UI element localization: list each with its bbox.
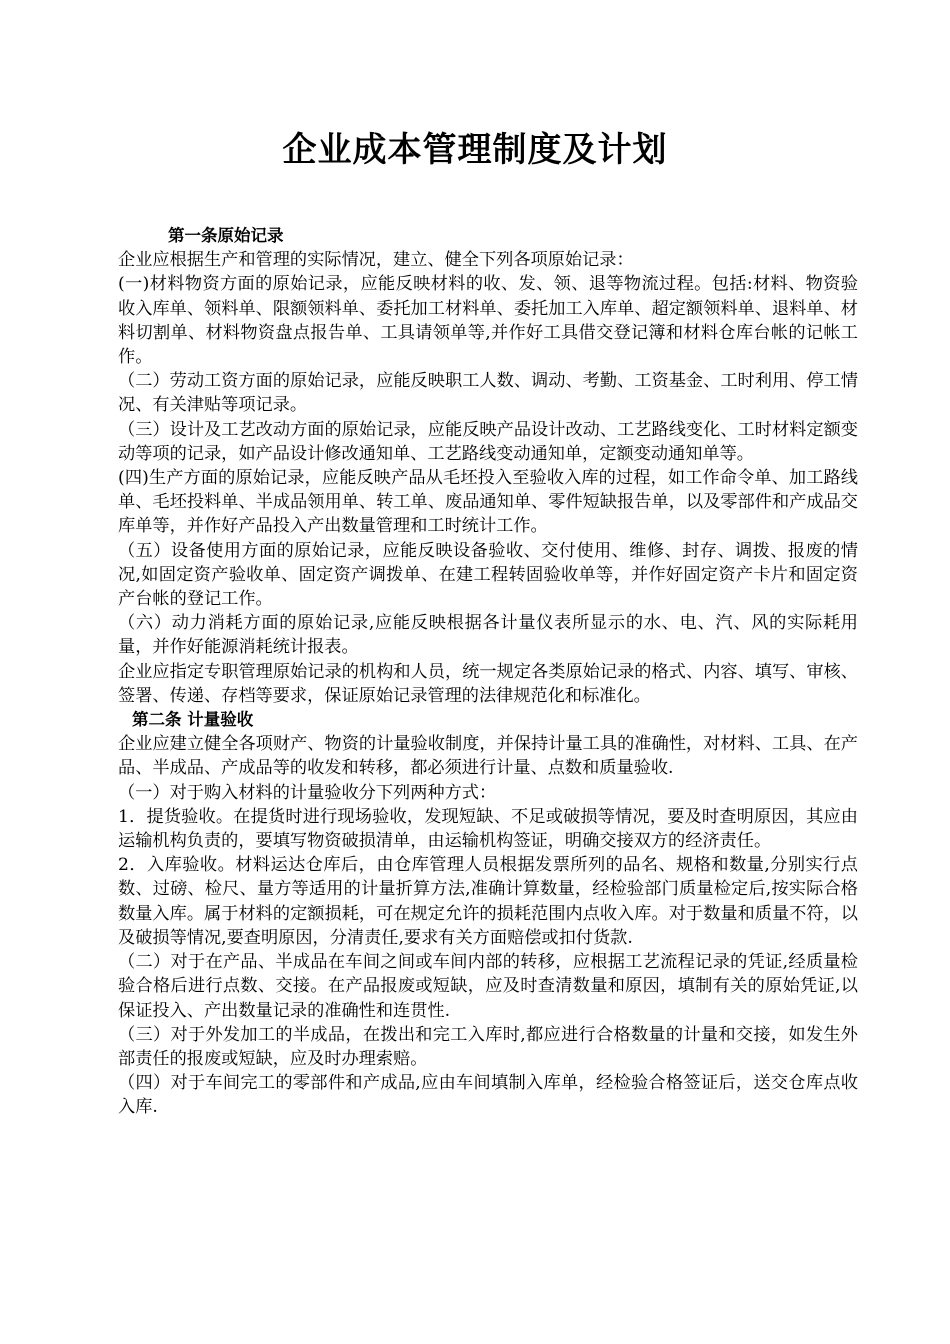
- section-2-intro: 企业应建立健全各项财产、物资的计量验收制度，并保持计量工具的准确性，对材料、工具、在产品、半成品、产成品等的收发和转移，都必须进行计量、点数和质量验收.: [118, 734, 858, 779]
- section-1-item-5: （五）设备使用方面的原始记录，应能反映设备验收、交付使用、维修、封存、调拨、报废的情况,如固定资产验收单、固定资产调拨单、在建工程转固验收单等，并作好固定资产卡片和固定资产台帐的登记工作。: [118, 540, 858, 610]
- section-2-item-4: （二）对于在产品、半成品在车间之间或车间内部的转移，应根据工艺流程记录的凭证,经质量检验合格后进行点数、交接。在产品报废或短缺，应及时查清数量和原因，填制有关的原始凭证,以保证投入、产出数量记录的准确性和连贯性.: [118, 952, 858, 1021]
- section-2-heading: 第二条 计量验收: [132, 710, 254, 730]
- section-2-item-6: （四）对于车间完工的零部件和产成品,应由车间填制入库单，经检验合格签证后，送交仓库点收入库.: [118, 1073, 858, 1118]
- section-2-item-5: （三）对于外发加工的半成品，在拨出和完工入库时,都应进行合格数量的计量和交接，如发生外部责任的报废或短缺，应及时办理索赔。: [118, 1024, 858, 1069]
- section-1-item-4: (四)生产方面的原始记录，应能反映产品从毛坯投入至验收入库的过程，如工作命令单、加工路线单、毛坯投料单、半成品领用单、转工单、废品通知单、零件短缺报告单，以及零部件和产成品交库单等，并作好产品投入产出数量管理和工时统计工作。: [118, 468, 858, 537]
- section-1-closing: 企业应指定专职管理原始记录的机构和人员，统一规定各类原始记录的格式、内容、填写、审核、签署、传递、存档等要求，保证原始记录管理的法律规范化和标准化。: [118, 661, 858, 706]
- section-1-item-1: (一)材料物资方面的原始记录，应能反映材料的收、发、领、退等物流过程。包括:材料、物资验收入库单、领料单、限额领料单、委托加工材料单、委托加工入库单、超定额领料单、退料单、材料切割单、材料物资盘点报告单、工具请领单等,并作好工具借交登记簿和材料仓库台帐的记帐工作。: [118, 274, 858, 368]
- section-1-item-3: （三）设计及工艺改动方面的原始记录，应能反映产品设计改动、工艺路线变化、工时材料定额变动等项的记录，如产品设计修改通知单、工艺路线变动通知单，定额变动通知单等。: [118, 419, 858, 464]
- document-body: [118, 224, 858, 1120]
- section-2-item-1: （一）对于购入材料的计量验收分下列两种方式：: [118, 782, 497, 803]
- section-1-heading: 第一条原始记录: [168, 226, 284, 245]
- section-1-item-2: （二）劳动工资方面的原始记录，应能反映职工人数、调动、考勤、工资基金、工时利用、停工情况、有关津贴等项记录。: [118, 371, 858, 416]
- section-1-intro: 企业应根据生产和管理的实际情况，建立、健全下列各项原始记录：: [118, 250, 634, 271]
- document-title: 企业成本管理制度及计划: [282, 130, 668, 170]
- section-2-item-2: 1．提货验收。在提货时进行现场验收，发现短缺、不足或破损等情况，要及时查明原因，其应由运输机构负责的，要填写物资破损清单，由运输机构签证，明确交接双方的经济责任。: [118, 806, 858, 852]
- section-1-item-6: （六）动力消耗方面的原始记录,应能反映根据各计量仪表所显示的水、电、汽、风的实际耗用量，并作好能源消耗统计报表。: [118, 613, 858, 658]
- section-2-item-3: 2．入库验收。材料运达仓库后，由仓库管理人员根据发票所列的品名、规格和数量,分别实行点数、过磅、检尺、量方等适用的计量折算方法,准确计算数量，经检验部门质量检定后,按实际合格数量入库。属于材料的定额损耗，可在规定允许的损耗范围内点收入库。对于数量和质量不符，以及破损等情况,要查明原因，分清责任,要求有关方面赔偿或扣付货款.: [118, 855, 858, 948]
